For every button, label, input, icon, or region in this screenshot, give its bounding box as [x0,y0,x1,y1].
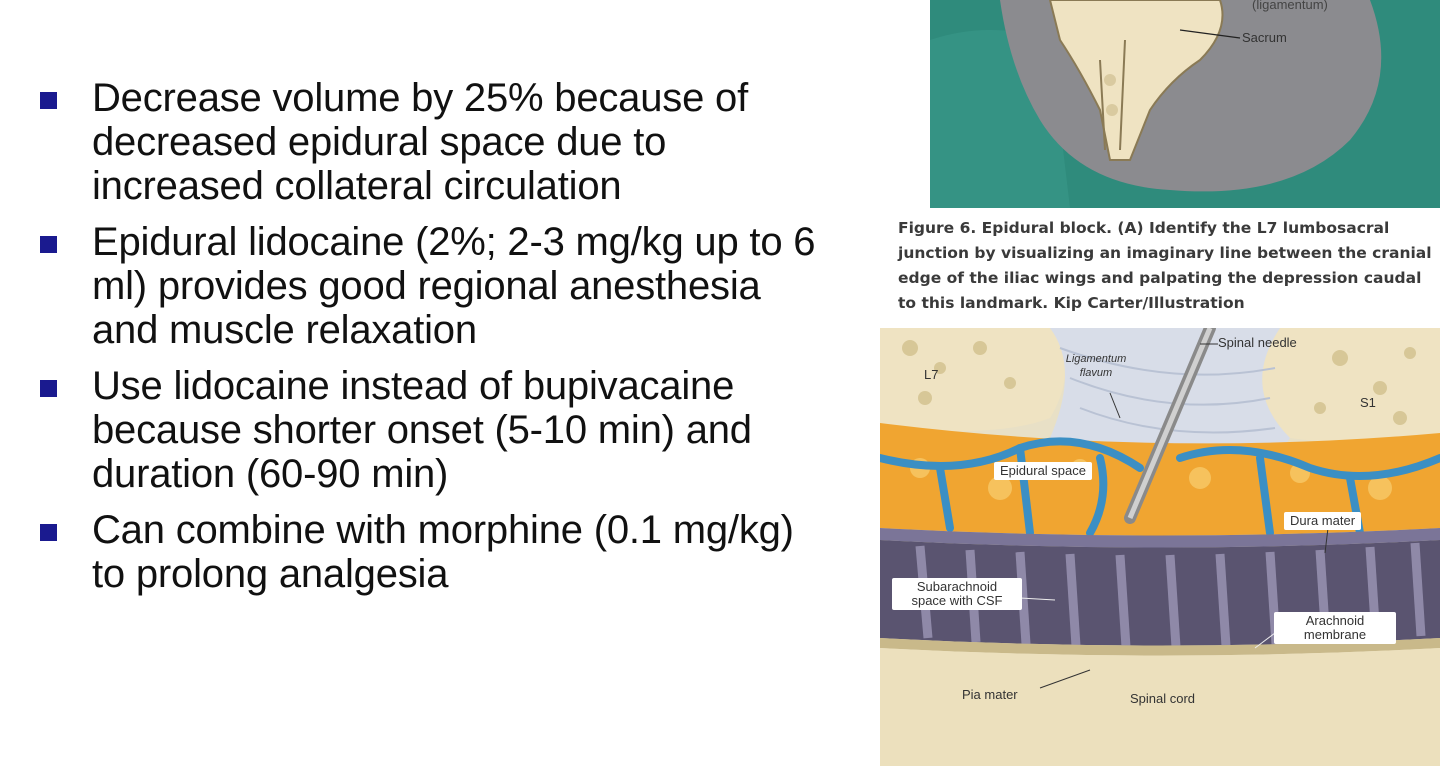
pia-mater-label: Pia mater [962,687,1018,702]
bullet-text: Decrease volume by 25% because of decreased epidural space due to increased collateral circulation [92,76,748,208]
bullet-item [36,220,826,352]
sacrum-label: Sacrum [1242,30,1287,45]
spinal-cord-label: Spinal cord [1130,691,1196,706]
square-bullet-icon [40,524,57,541]
figure-caption: Figure 6. Epidural block. (A) Identify the L7 lumbosacral junction by visualizing an imaginary line between the cranial edge of the iliac wings and palpating the depression caudal to this landmark. Kip Carter/Illustration [898,219,1432,312]
s1-label: S1 [1360,395,1376,410]
pelvis-illustration [930,0,1440,208]
bullet-text: Epidural lidocaine (2%; 2-3 mg/kg up to 6 ml) provides good regional anesthesia and muscle relaxation [92,220,816,352]
bullet-item [36,364,826,496]
epidural-cross-section [880,328,1440,766]
square-bullet-icon [40,236,57,253]
pelvis-svg [930,0,1440,208]
bullet-item [36,508,826,596]
ligamentum-flavum-label: Ligamentum flavum [1065,353,1127,379]
bullet-text: Use lidocaine instead of bupivacaine because shorter onset (5-10 min) and duration (60-90 min) [92,364,752,496]
square-bullet-icon [40,92,57,109]
bullet-list [36,76,826,608]
l7-label: L7 [924,367,939,382]
bullet-text: Can combine with morphine (0.1 mg/kg) to prolong analgesia [92,508,794,596]
square-bullet-icon [40,380,57,397]
arachnoid-label: Arachnoid membrane [1274,612,1396,644]
epidural-space-label: Epidural space [994,462,1092,480]
subarachnoid-label: Subarachnoid space with CSF [892,578,1022,610]
spinal-needle-label: Spinal needle [1218,335,1297,350]
ligamentum-label: (ligamentum) [1252,0,1328,12]
dura-mater-label: Dura mater [1284,512,1361,530]
bullet-item [36,76,826,208]
